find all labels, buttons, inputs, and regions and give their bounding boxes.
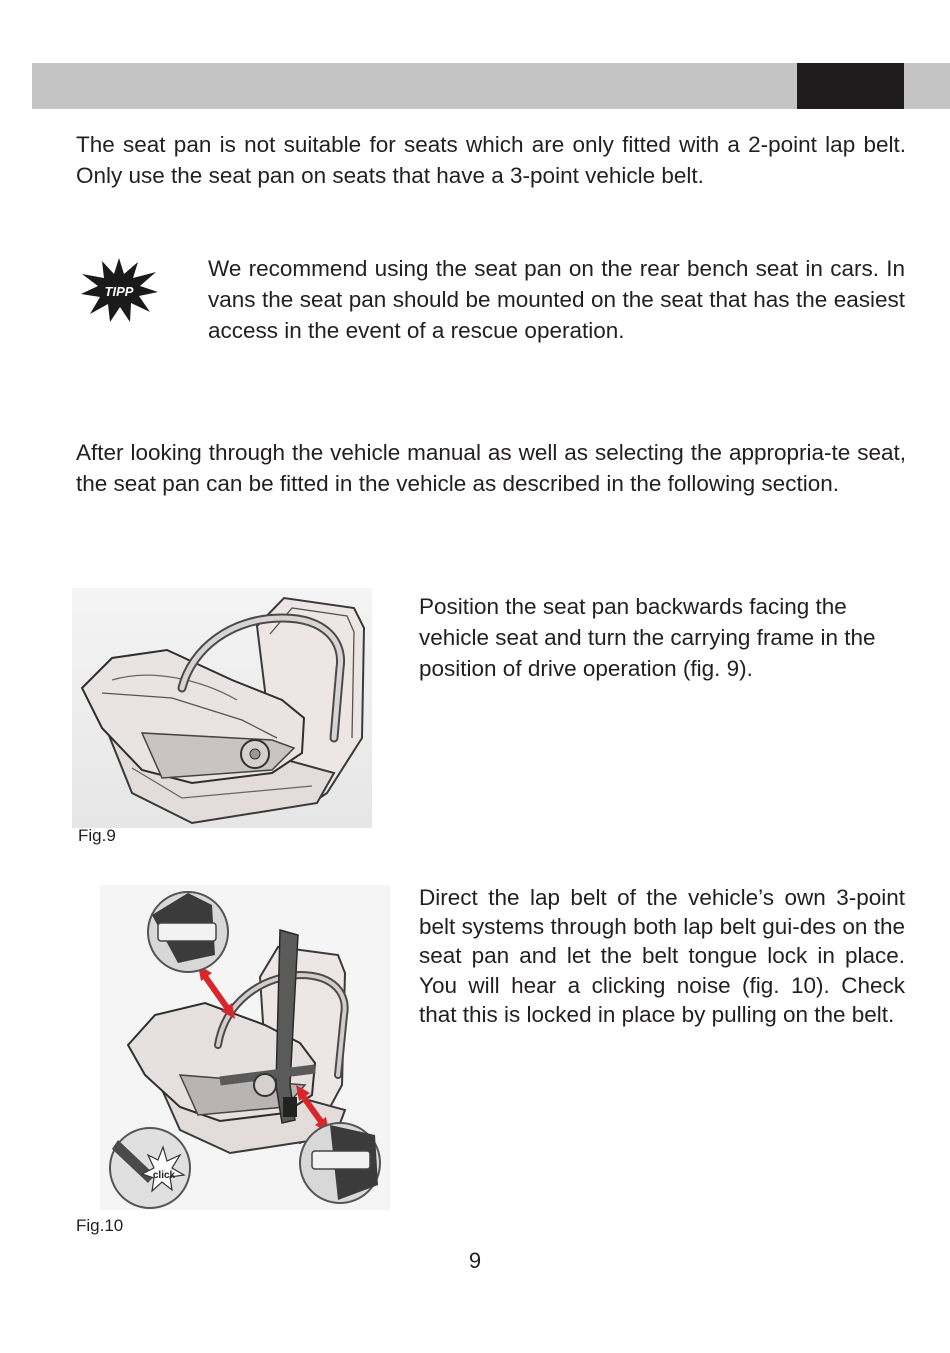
header-chapter-block [797,63,904,109]
tip-paragraph: We recommend using the seat pan on the rear bench seat in cars. In vans the seat pan should be mounted on the seat that has the easiest access in the event of a rescue operation. [208,256,905,343]
detail-circle-click [110,1128,190,1208]
detail-circle-bottom-right [300,1123,380,1203]
page-number: 9 [468,1248,482,1273]
fig10-instruction: Direct the lap belt of the vehicle’s own 3-point belt systems through both lap belt gui-des on the seat pan and let the belt tongue lock in place. You will hear a clicking noise (fig. 10). Check that this is locked in place by pulling on the belt. [419,885,905,1027]
tipp-badge-label: TIPP [104,284,134,299]
fig9-illustration [72,588,372,828]
detail-circle-top [148,892,228,972]
fig10-caption: Fig.10 [76,1216,124,1235]
fig9-instruction: Position the seat pan backwards facing the vehicle seat and turn the carrying frame in the position of drive operation (fig. 9). [419,594,876,681]
paragraph-vehicle-manual: After looking through the vehicle manual as well as selecting the appropria-te seat, the seat pan can be fitted in the vehicle as described in the following section. [76,440,906,496]
tipp-badge-icon [78,256,160,324]
paragraph-lap-belt-warning: The seat pan is not suitable for seats which are only fitted with a 2-point lap belt. Only use the seat pan on seats that have a 3-point vehicle belt. [76,132,906,188]
click-label: click [152,1170,176,1181]
fig9-caption: Fig.9 [78,826,116,845]
fig10-illustration [100,885,390,1210]
